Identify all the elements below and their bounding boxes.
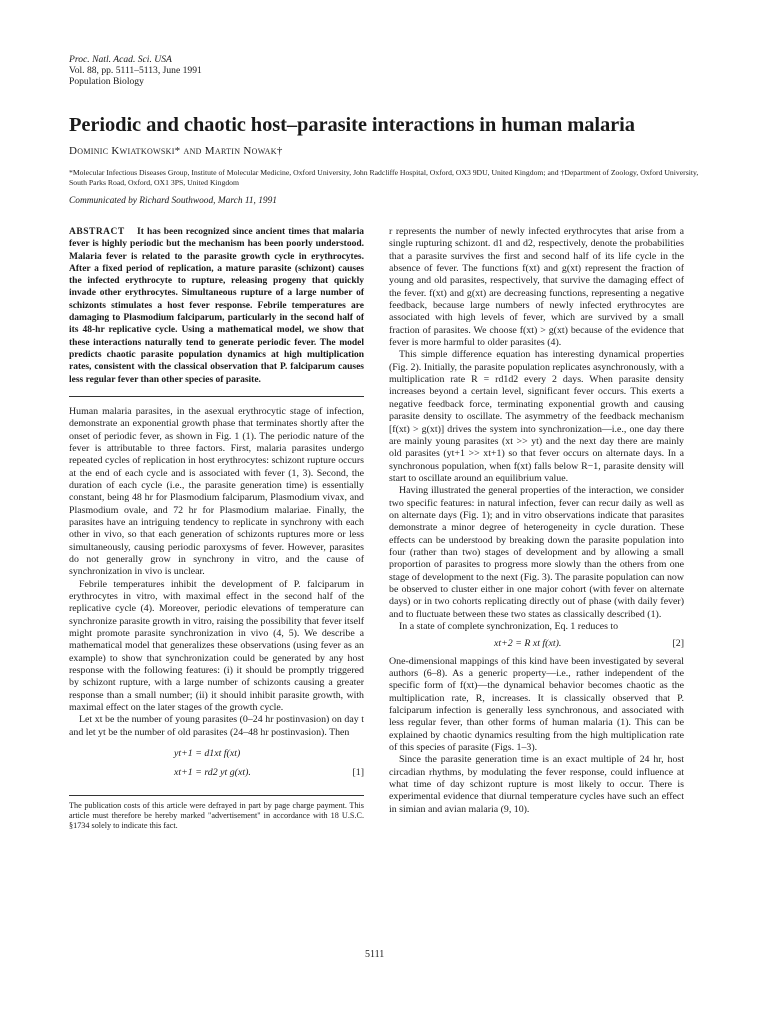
footnote-divider (69, 795, 364, 796)
equation-2-number: [2] (672, 638, 684, 650)
journal-name: Proc. Natl. Acad. Sci. USA (69, 54, 172, 65)
body-paragraph: Since the parasite generation time is an exact multiple of 24 hr, host circadian rhythms, by modulating the fever response, could influence at what time of day schizont rupture is most likely to occur. There is experimental evidence that diurnal temperature cycles have such an effect in simian and avian malaria (9, 10). (389, 754, 684, 815)
page-number: 5111 (365, 949, 385, 960)
body-paragraph: r represents the number of newly infected erythrocytes that arise from a single rupturing schizont. d1 and d2, respectively, denote the probabilities that a parasite survives the first and second half of its life cycle in the absence of fever. The functions f(xt) and g(xt) represent the fraction of young and old parasites, respectively, that survive the damaging effect of the fever. f(xt) and g(xt) are decreasing functions, representing a negative feedback, because large numbers of newly infected erythrocytes are associated with high levels of fever, which are survived by a small fraction of parasites. We choose f(xt) > g(xt) because of the evidence that fever is more harmful to older parasites (4). (389, 226, 684, 349)
body-paragraph: Let xt be the number of young parasites (0–24 hr postinvasion) on day t and let yt be the number of old parasites (24–48 hr postinvasion). Then (69, 714, 364, 738)
paper-authors: Dominic Kwiatkowski* and Martin Nowak† (69, 145, 283, 157)
journal-header (69, 54, 202, 87)
body-paragraph: This simple difference equation has interesting dynamical properties (Fig. 2). Initially, the parasite population replicates asynchronously, with a multiplication rate R = rd1d2 every 2 days. When parasite density increases beyond a certain level, significant fever occurs. This exerts a negative feedback force, terminating exponential growth and causing parasite density to oscillate. The asymmetry of the feedback mechanism [f(xt) > g(xt)] drives the system into synchronization—i.e., one day there are mainly young parasites (xt >> yt) and the next day there are mainly old parasites (yt+1 >> xt+1) so that fever occurs on alternate days. In a synchronous population, when f(xt) falls below R−1, parasite density will start to oscillate around an equilibrium value. (389, 349, 684, 484)
abstract (69, 226, 364, 386)
body-paragraph: One-dimensional mappings of this kind have been investigated by several authors (6–8). As a generic property—i.e., rather independent of the specific form of f(xt)—the dynamical behavior becomes chaotic as the multiplication rate, R, increases. It is classically observed that P. falciparum infection is generally less synchronous, and associated with less regular fever, than other forms of human malaria (1). This can be explained by chaotic dynamics resulting from the high multiplication rate of this species of parasite (Figs. 1–3). (389, 655, 684, 754)
body-paragraph: Having illustrated the general properties of the interaction, we consider two specific features: in natural infection, fever can recur daily as well as on alternate days (Fig. 1); and in vitro observations indicate that parasites demonstrate a minor degree of heterogeneity in cycle duration. These effects can be understood by breaking down the parasite population into four (rather than two) stages of development and by allowing a small proportion of parasites to progress more slowly than the others from one stage of development to the next (Fig. 3). The parasite population can now be observed to cluster either in one major cohort (with fever on alternate days) or in two cohorts replicating directly out of phase (with daily fever) and to fluctuate between these two states as classically described (1). (389, 485, 684, 620)
cost-footnote: The publication costs of this article were defrayed in part by page charge payment. This article must therefore be hereby marked "advertisement" in accordance with 18 U.S.C. §1734 solely to indicate this fact. (69, 801, 364, 831)
affiliations: *Molecular Infectious Diseases Group, Institute of Molecular Medicine, Oxford University, John Radcliffe Hospital, Oxford, OX3 9DU, United Kingdom; and †Department of Zoology, Oxford University, South Parks Road, Oxford, OX1 3PS, United Kingdom (69, 168, 699, 187)
journal-section: Population Biology (69, 76, 144, 87)
equation-1-number: [1] (352, 767, 364, 779)
equation-2-text: xt+2 = R xt f(xt). (494, 638, 562, 650)
right-column (389, 226, 684, 816)
abstract-label: ABSTRACT (69, 227, 125, 237)
equation-2 (389, 633, 684, 655)
body-paragraph: Human malaria parasites, in the asexual erythrocytic stage of infection, demonstrate an exponential growth phase that terminates shortly after the onset of periodic fever, as shown in Fig. 1 (1). The periodic nature of the fever is attributable to three factors. First, malaria parasites undergo repeated cycles of replication in host erythrocytes: schizont rupture occurs at the end of each cycle and is associated with fever (1, 3). Second, the duration of each cycle (i.e., the parasite generation time) is essentially constant, being 48 hr for Plasmodium falciparum, Plasmodium vivax, and Plasmodium ovale, and 72 hr for Plasmodium malariae. Finally, the parasites have an intriguing tendency to replicate in synchrony with each other in vivo, so that each generation of schizonts ruptures more or less simultaneously, causing periodic paroxysms of fever. However, parasites do not generally grow in synchrony in vitro, and the cause of synchronization in vivo is unclear. (69, 405, 364, 578)
equation-1-line-2: xt+1 = rd2 yt g(xt). (174, 767, 251, 779)
equation-1 (69, 739, 364, 787)
journal-volume: Vol. 88, pp. 5111–5113, June 1991 (69, 65, 202, 76)
body-paragraph: Febrile temperatures inhibit the development of P. falciparum in erythrocytes in vitro, with maximal effect in the second half of the replicative cycle (4). Moreover, periodic elevations of temperature can synchronize parasite growth in vitro, raising the possibility that fever itself might promote parasite synchronization in vivo (4, 5). We describe a mathematical model that generalizes these observations (using fever as an example) to show that synchronization could be generated by any host response with the following features: (i) it should be promptly triggered by schizont rupture, with a large number of schizonts causing a greater response than a small number; (ii) it should inhibit parasite growth, with maximal effect on the later stages of the growth cycle. (69, 578, 364, 714)
equation-1-line-1: yt+1 = d1xt f(xt) (174, 748, 241, 760)
abstract-text: It has been recognized since ancient times that malaria fever is highly periodic but the mechanism has been poorly understood. Malaria fever is related to the parasite growth cycle in erythrocytes. After a fixed period of replication, a mature parasite (schizont) causes the infected erythrocyte to rupture, releasing progeny that quickly invade other erythrocytes. Simultaneous rupture of a large number of schizonts stimulates a host fever response. Febrile temperatures are damaging to Plasmodium falciparum, particularly in the second half of its 48-hr replicative cycle. Using a mathematical model, we show that these interactions naturally tend to generate periodic fever. The model predicts chaotic parasite population dynamics at high multiplication rates, consistent with the classical observation that P. falciparum causes less regular fever than other species of parasite. (69, 227, 365, 385)
communicated-by: Communicated by Richard Southwood, March 11, 1991 (69, 196, 277, 206)
left-column (69, 226, 364, 831)
abstract-divider (69, 396, 364, 397)
paper-title: Periodic and chaotic host–parasite interactions in human malaria (69, 114, 635, 136)
body-paragraph: In a state of complete synchronization, Eq. 1 reduces to (399, 621, 619, 632)
